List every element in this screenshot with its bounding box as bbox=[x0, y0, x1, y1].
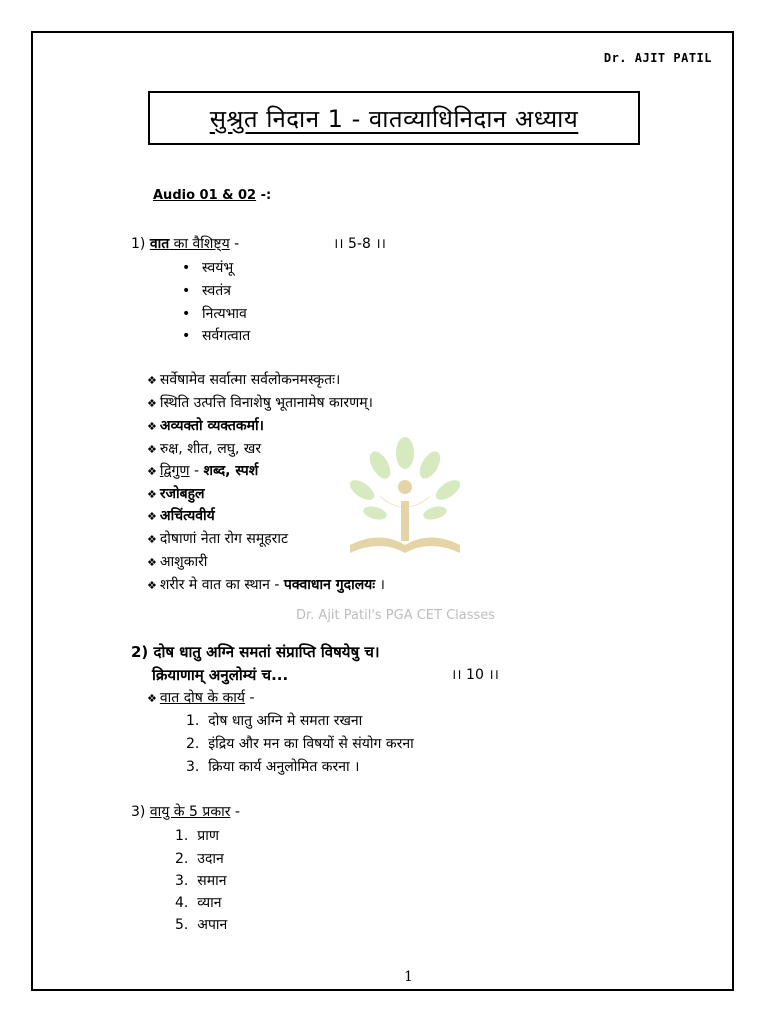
bullet-item: • नित्यभाव bbox=[202, 304, 247, 324]
diamond-bullet-icon: ❖ bbox=[147, 692, 157, 705]
diamond-item: ❖ अचिंत्यवीर्य bbox=[147, 508, 215, 524]
bullet-item: • सर्वगत्वात bbox=[202, 326, 250, 346]
section1-dash: - bbox=[229, 236, 240, 252]
section2-reference: ।। 10 ।। bbox=[451, 667, 499, 683]
diamond-item: ❖ अव्यक्तो व्यक्तकर्मा। bbox=[147, 418, 264, 434]
diamond-item: ❖ रजोबहुल bbox=[147, 486, 205, 502]
diamond-item: ❖ दोषाणां नेता रोग समूहराट bbox=[147, 531, 289, 547]
list-item: 4. व्यान bbox=[175, 895, 222, 911]
diamond-bullet-icon: ❖ bbox=[147, 420, 157, 433]
page-title: सुश्रुत निदान 1 - वातव्याधिनिदान अध्याय bbox=[209, 104, 579, 133]
diamond-bullet-icon: ❖ bbox=[147, 488, 157, 501]
diamond-item: ❖ शरीर मे वात का स्थान - पक्वाधान गुदालयः । bbox=[147, 577, 385, 593]
section1-title-rest: का वैशिष्ट्य bbox=[169, 236, 230, 252]
diamond-item: ❖ द्विगुण - शब्द, स्पर्श bbox=[147, 463, 259, 479]
list-item: 3. समान bbox=[175, 873, 227, 889]
diamond-item: ❖ स्थिति उत्पत्ति विनाशेषु भूतानामेष कारणम्। bbox=[147, 395, 373, 411]
section2-verse-line1: 2) दोष धातु अग्नि समतां संप्राप्ति विषयेषु च। bbox=[131, 643, 380, 661]
section1-heading bbox=[131, 234, 239, 254]
page-number: 1 bbox=[404, 969, 413, 985]
diamond-bullet-icon: ❖ bbox=[147, 510, 157, 523]
list-item: 5. अपान bbox=[175, 917, 228, 933]
diamond-bullet-icon: ❖ bbox=[147, 465, 157, 478]
list-item: 3. क्रिया कार्य अनुलोमित करना । bbox=[186, 759, 360, 775]
diamond-bullet-icon: ❖ bbox=[147, 397, 157, 410]
audio-label bbox=[153, 188, 271, 203]
section1-title-bold: वात bbox=[149, 236, 170, 252]
section2-verse-line2: क्रियाणाम् अनुलोम्यं च... bbox=[152, 666, 289, 684]
section1-title bbox=[150, 236, 230, 252]
section2-subheading: ❖ वात दोष के कार्य - bbox=[147, 690, 255, 706]
author-name: Dr. AJIT PATIL bbox=[603, 51, 712, 65]
diamond-bullet-icon: ❖ bbox=[147, 556, 157, 569]
watermark-tree-logo bbox=[330, 425, 480, 575]
list-item: 1. प्राण bbox=[175, 828, 219, 844]
list-item: 2. उदान bbox=[175, 851, 224, 867]
watermark-text: Dr. Ajit Patil's PGA CET Classes bbox=[296, 608, 496, 623]
diamond-item: ❖ रुक्ष, शीत, लघु, खर bbox=[147, 441, 262, 457]
list-item: 1. दोष धातु अग्नि मे समता रखना bbox=[186, 713, 363, 729]
diamond-bullet-icon: ❖ bbox=[147, 443, 157, 456]
list-item: 2. इंद्रिय और मन का विषयों से संयोग करना bbox=[186, 736, 414, 752]
audio-label-text: Audio 01 & 02 bbox=[153, 188, 257, 203]
bullet-item: • स्वयंभू bbox=[202, 258, 233, 278]
diamond-bullet-icon: ❖ bbox=[147, 374, 157, 387]
diamond-item: ❖ सर्वेषामेव सर्वात्मा सर्वलोकनमस्कृतः। bbox=[147, 372, 341, 388]
section1-number: 1) bbox=[131, 236, 146, 252]
section3-heading: 3) वायु के 5 प्रकार - bbox=[131, 804, 240, 820]
diamond-item: ❖ आशुकारी bbox=[147, 554, 208, 570]
audio-label-suffix: -: bbox=[256, 188, 272, 203]
diamond-bullet-icon: ❖ bbox=[147, 533, 157, 546]
bullet-item: • स्वतंत्र bbox=[202, 281, 231, 301]
diamond-bullet-icon: ❖ bbox=[147, 579, 157, 592]
title-box bbox=[148, 91, 640, 145]
section1-reference: ।। 5-8 ।। bbox=[333, 236, 386, 252]
